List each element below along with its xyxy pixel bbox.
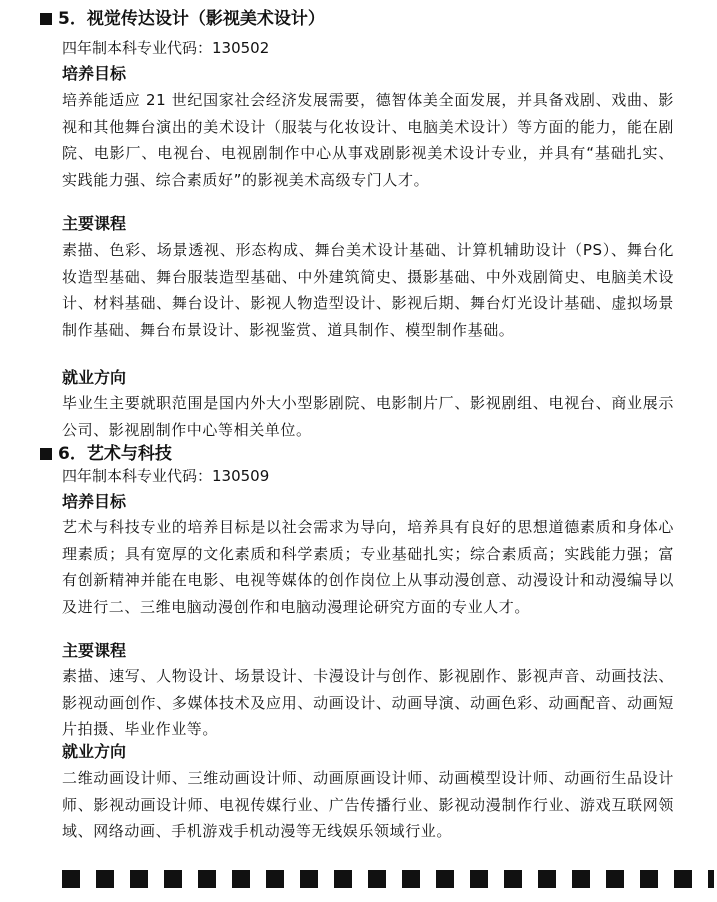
training-goal-heading: 培养目标: [62, 64, 127, 83]
major-code: 四年制本科专业代码：130502: [62, 39, 270, 57]
courses-text: 素描、色彩、场景透视、形态构成、舞台美术设计基础、计算机辅助设计（PS）、舞台化妆造型基础、舞台服装造型基础、中外建筑简史、摄影基础、中外戏剧简史、电脑美术设计、材料基础、舞台设计、影视人物造型设计、影视后期、舞台灯光设计基础、虚拟场景制作基础、舞台布景设计、影视鉴赏、道具制作、模型制作基础。: [62, 241, 674, 339]
courses-text: 素描、速写、人物设计、场景设计、卡漫设计与创作、影视剧作、影视声音、动画技法、影视动画创作、多媒体技术及应用、动画设计、动画导演、动画色彩、动画配音、动画短片拍摄、毕业作业等。: [62, 667, 674, 738]
employment-heading: 就业方向: [62, 742, 127, 761]
major-code: 四年制本科专业代码：130509: [62, 467, 270, 485]
square-bullet-icon: [40, 448, 52, 460]
employment-text: 毕业生主要就职范围是国内外大小型影剧院、电影制片厂、影视剧组、电视台、商业展示公司、影视剧制作中心等相关单位。: [62, 394, 674, 439]
courses-heading: 主要课程: [62, 214, 127, 233]
courses-heading: 主要课程: [62, 641, 127, 660]
training-goal-text: 艺术与科技专业的培养目标是以社会需求为导向，培养具有良好的思想道德素质和身体心理素质；具有宽厚的文化素质和科学素质；专业基础扎实；综合素质高；实践能力强；富有创新精神并能在电影、电视等媒体的创作岗位上从事动漫创意、动漫设计和动漫编导以及进行二、三维电脑动漫创作和电脑动漫理论研究方面的专业人才。: [62, 518, 674, 616]
section-title-visual-communication: [40, 8, 325, 30]
training-goal-heading: 培养目标: [62, 492, 127, 511]
section-title-text: 6．艺术与科技: [58, 444, 172, 464]
employment-heading: 就业方向: [62, 368, 127, 387]
section-title-art-and-technology: [40, 443, 172, 465]
section-title-text: 5．视觉传达设计（影视美术设计）: [58, 9, 325, 29]
employment-text: 二维动画设计师、三维动画设计师、动画原画设计师、动画模型设计师、动画衍生品设计师、影视动画设计师、电视传媒行业、广告传播行业、影视动漫制作行业、游戏互联网领域、网络动画、手机游戏手机动漫等无线娱乐领域行业。: [62, 769, 674, 840]
training-goal-text: 培养能适应 21 世纪国家社会经济发展需要，德智体美全面发展，并具备戏剧、戏曲、影视和其他舞台演出的美术设计（服装与化妆设计、电脑美术设计）等方面的能力，能在剧院、电影厂、电视台、电视剧制作中心从事戏剧影视美术设计专业，并具有“基础扎实、实践能力强、综合素质好”的影视美术高级专门人才。: [62, 91, 674, 189]
dashed-border-decoration: [62, 870, 714, 888]
square-bullet-icon: [40, 13, 52, 25]
